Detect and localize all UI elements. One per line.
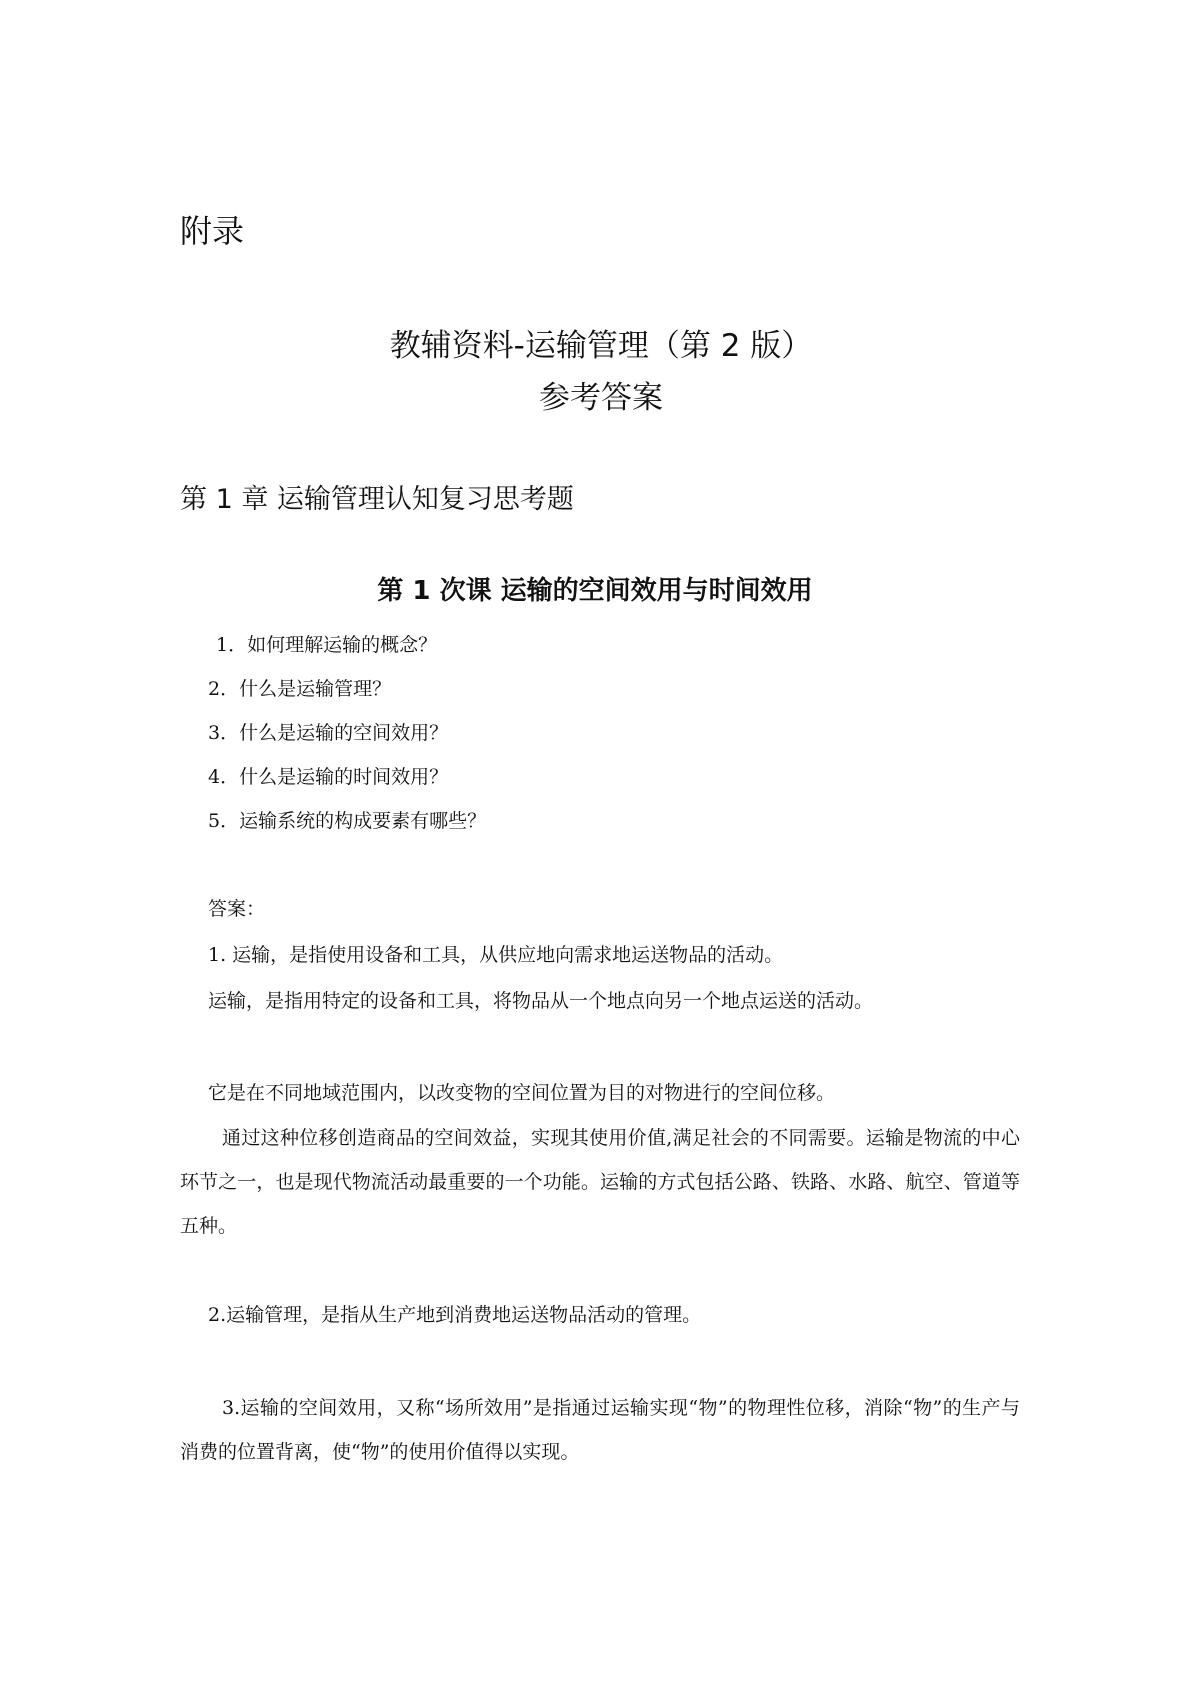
question-item: 5．运输系统的构成要素有哪些？ xyxy=(208,810,487,832)
answer-paragraph: 它是在不同地域范围内，以改变物的空间位置为目的对物进行的空间位移。 xyxy=(208,1082,836,1104)
chapter-heading: 第 1 章 运输管理认知复习思考题 xyxy=(180,484,574,515)
answer-label: 答案： xyxy=(208,898,266,920)
question-item: 4．什么是运输的时间效用？ xyxy=(208,766,449,788)
document-subtitle: 参考答案 xyxy=(539,380,663,416)
question-item: 1．如何理解运输的概念？ xyxy=(216,634,438,656)
question-item: 2．什么是运输管理？ xyxy=(208,678,392,700)
answer-paragraph: 1. 运输，是指使用设备和工具，从供应地向需求地运送物品的活动。 xyxy=(208,944,784,966)
answer-paragraph: 2.运输管理，是指从生产地到消费地运送物品活动的管理。 xyxy=(208,1304,702,1326)
answer-paragraph: 通过这种位移创造商品的空间效益，实现其使用价值,满足社会的不同需要。运输是物流的中心环节之一，也是现代物流活动最重要的一个功能。运输的方式包括公路、铁路、水路、航空、管道等五种。 xyxy=(180,1127,1020,1237)
question-item: 3．什么是运输的空间效用？ xyxy=(208,722,449,744)
document-title: 教辅资料-运输管理（第 2 版） xyxy=(389,328,813,364)
appendix-heading: 附录 xyxy=(180,212,245,250)
answer-paragraph: 运输，是指用特定的设备和工具，将物品从一个地点向另一个地点运送的活动。 xyxy=(208,990,874,1012)
answer-paragraph: 3.运输的空间效用，又称“场所效用”是指通过运输实现“物”的物理性位移，消除“物”的生产与消费的位置背离，使“物”的使用价值得以实现。 xyxy=(180,1397,1020,1463)
lesson-heading: 第 1 次课 运输的空间效用与时间效用 xyxy=(377,576,813,606)
